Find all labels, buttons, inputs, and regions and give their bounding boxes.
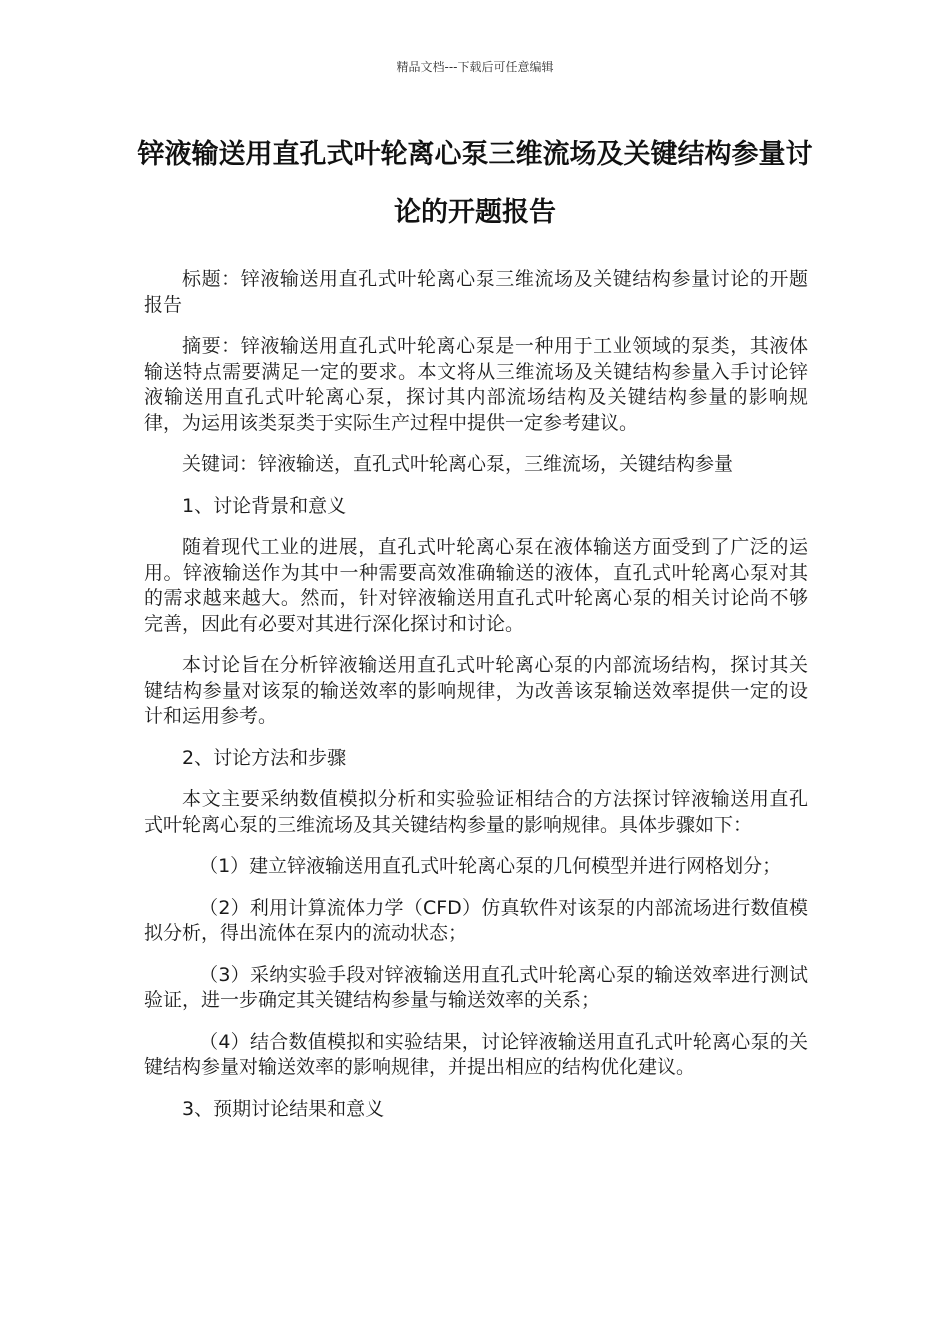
document-body xyxy=(144,267,808,1138)
header-note: 精品文档---下载后可任意编辑 xyxy=(396,60,554,74)
document-title: 锌液输送用直孔式叶轮离心泵三维流场及关键结构参量讨论的开题报告 xyxy=(137,139,813,228)
keywords-paragraph: 关键词：锌液输送，直孔式叶轮离心泵，三维流场，关键结构参量 xyxy=(182,453,734,475)
background-paragraph-1: 随着现代工业的进展，直孔式叶轮离心泵在液体输送方面受到了广泛的运用。锌液输送作为其中一种需要高效准确输送的液体，直孔式叶轮离心泵对其的需求越来越大。然而，针对锌液输送用直孔式叶轮离心泵的相关讨论尚不够完善，因此有必要对其进行深化探讨和讨论。 xyxy=(144,536,808,635)
title-paragraph: 标题：锌液输送用直孔式叶轮离心泵三维流场及关键结构参量讨论的开题报告 xyxy=(144,268,808,316)
step-3: （3）采纳实验手段对锌液输送用直孔式叶轮离心泵的输送效率进行测试验证，进一步确定其关键结构参量与输送效率的关系； xyxy=(144,963,808,1011)
section-heading-3: 3、预期讨论结果和意义 xyxy=(182,1097,385,1120)
step-1: （1）建立锌液输送用直孔式叶轮离心泵的几何模型并进行网格划分； xyxy=(199,855,782,877)
background-paragraph-2: 本讨论旨在分析锌液输送用直孔式叶轮离心泵的内部流场结构，探讨其关键结构参量对该泵的输送效率的影响规律，为改善该泵输送效率提供一定的设计和运用参考。 xyxy=(144,654,808,727)
section-heading-2: 2、讨论方法和步骤 xyxy=(182,746,347,769)
step-4: （4）结合数值模拟和实验结果，讨论锌液输送用直孔式叶轮离心泵的关键结构参量对输送效率的影响规律，并提出相应的结构优化建议。 xyxy=(144,1030,808,1078)
method-paragraph: 本文主要采纳数值模拟分析和实验验证相结合的方法探讨锌液输送用直孔式叶轮离心泵的三维流场及其关键结构参量的影响规律。具体步骤如下： xyxy=(144,788,808,836)
section-heading-1: 1、讨论背景和意义 xyxy=(182,494,347,517)
abstract-paragraph: 摘要：锌液输送用直孔式叶轮离心泵是一种用于工业领域的泵类，其液体输送特点需要满足一定的要求。本文将从三维流场及关键结构参量入手讨论锌液输送用直孔式叶轮离心泵，探讨其内部流场结构及关键结构参量的影响规律，为运用该类泵类于实际生产过程中提供一定参考建议。 xyxy=(144,335,808,434)
step-2: （2）利用计算流体力学（CFD）仿真软件对该泵的内部流场进行数值模拟分析，得出流体在泵内的流动状态； xyxy=(144,896,808,944)
